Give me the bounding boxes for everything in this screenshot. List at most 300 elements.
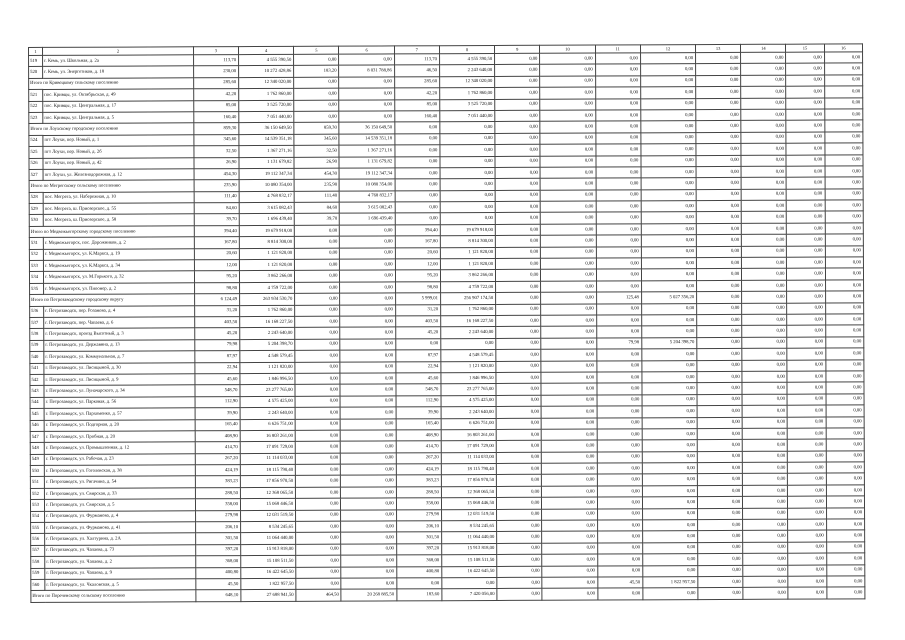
value-cell: 45,50 [597,577,642,589]
value-cell: 0,00 [788,439,826,451]
value-cell: 0,00 [642,383,697,395]
value-cell: 403,50 [194,317,239,329]
value-cell: 0,00 [697,394,742,406]
address-cell: пос. Кривцы, ул. Октябрьская, д. 49 [43,89,194,101]
value-cell: 0,00 [595,87,640,99]
value-cell: 0,00 [596,315,641,327]
value-cell: 79,98 [596,338,641,350]
value-cell: 0,00 [341,441,396,453]
value-cell: 14 539 351,18 [339,134,394,146]
value-cell: 0,00 [495,236,540,248]
value-cell: 0,00 [743,508,788,520]
value-cell: 0,00 [295,282,340,294]
value-cell: 400,80 [396,566,441,578]
value-cell: 0,00 [741,200,786,212]
value-cell: 0,00 [497,532,542,544]
value-cell: 0,00 [339,111,394,123]
value-cell: 0,00 [395,179,440,191]
value-cell: 98,80 [194,282,239,294]
value-cell: 0,00 [497,566,542,578]
value-cell: 0,00 [787,200,825,212]
value-cell: 0,00 [596,269,641,281]
value-cell: 1 367 271,16 [239,145,294,157]
value-cell: 0,00 [597,474,642,486]
value-cell: 0,00 [697,314,742,326]
address-cell: г. Петрозаводск, пер. Розанова, д. 4 [44,305,195,317]
value-cell: 0,00 [786,109,824,121]
row-number: 553 [30,500,44,511]
row-number: 555 [31,522,45,533]
value-cell: 1 121 820,00 [441,361,496,373]
value-cell: 0,00 [596,258,641,270]
value-cell: 1 846 996,50 [441,372,496,384]
row-number: 534 [29,272,43,283]
value-cell: 0,00 [641,235,696,247]
row-number: 549 [30,454,44,465]
value-cell: 0,00 [597,417,642,429]
value-cell: 160,40 [194,112,239,124]
value-cell: 18 115 790,40 [441,464,496,476]
value-cell: 0,00 [340,350,395,362]
value-cell: 0,00 [595,110,640,122]
value-cell: 0,00 [696,200,741,212]
value-cell: 0,00 [742,280,787,292]
value-cell: 39,70 [194,214,239,226]
value-cell: 0,00 [698,519,743,531]
address-cell: г. Петрозаводск, ул. Коммунальная, д. 7 [44,351,195,363]
value-cell: 0,00 [825,280,863,292]
value-cell: 0,00 [641,98,696,110]
value-cell: 15 913 818,00 [241,544,296,556]
value-cell: 0,00 [825,166,863,178]
value-cell: 0,00 [341,430,396,442]
value-cell: 0,00 [825,245,863,257]
address-cell: г. Петрозаводск, ул. Чапаева, д. 73 [45,545,196,557]
value-cell: 19 112 347,34 [339,168,394,180]
value-cell: 22,94 [396,361,441,373]
value-cell: 0,00 [641,201,696,213]
value-cell: 0,00 [495,76,540,88]
value-cell: 301,50 [195,533,240,545]
value-cell: 0,00 [496,349,541,361]
value-cell: 8 534 245,65 [441,520,496,532]
value-cell: 0,00 [643,565,698,577]
address-cell: г. Петрозаводск, ул. Фурманова, д. 4 [45,510,196,522]
value-cell: 0,00 [696,235,741,247]
value-cell: 0,00 [341,555,396,567]
value-cell: 0,00 [825,132,863,144]
value-cell: 0,00 [743,519,788,531]
value-cell: 0,00 [826,371,864,383]
row-number: 560 [31,579,45,590]
value-cell: 0,00 [339,99,394,111]
value-cell: 0,00 [596,167,641,179]
value-cell: 0,00 [341,566,396,578]
row-number: 557 [31,545,45,556]
value-cell: 0,00 [395,338,440,350]
value-cell: 0,00 [440,156,495,168]
subtotal-label: Итого по Пореченскому сельскому поселению [31,590,196,602]
value-cell: 0,00 [698,497,743,509]
value-cell: 0,00 [596,178,641,190]
value-cell: 0,00 [496,281,541,293]
value-cell: 0,00 [340,293,395,305]
value-cell: 0,00 [542,429,597,441]
value-cell: 0,00 [826,564,864,576]
subtotal-label: Итого по Кривецкому сельскому поселению [29,78,194,90]
value-cell: 1 696 439,40 [340,213,395,225]
value-cell: 0,00 [787,268,825,280]
row-number: 521 [29,90,43,101]
value-cell: 1 121 820,00 [440,247,495,259]
value-cell: 0,00 [826,542,864,554]
value-cell: 0,00 [597,429,642,441]
value-cell: 0,00 [825,359,863,371]
value-cell: 0,00 [788,485,826,497]
value-cell: 0,00 [541,212,596,224]
value-cell: 4 575 425,00 [441,395,496,407]
value-cell: 454,30 [294,168,339,180]
value-cell: 27 688 941,50 [241,590,296,602]
value-cell: 0,00 [642,394,697,406]
value-cell: 16 422 645,50 [442,566,497,578]
value-cell: 0,00 [541,326,596,338]
value-cell: 3 525 720,00 [440,99,495,111]
value-cell: 263 934 530,70 [240,294,295,306]
row-number: 524 [29,135,43,146]
value-cell: 0,00 [641,189,696,201]
value-cell: 0,00 [788,519,826,531]
value-cell: 288,50 [396,487,441,499]
value-cell: 0,00 [495,213,540,225]
value-cell: 0,00 [697,474,742,486]
value-cell: 0,00 [826,462,864,474]
value-cell: 0,00 [698,588,743,600]
value-cell: 0,00 [597,486,642,498]
value-cell: 0,00 [340,225,395,237]
value-cell: 0,00 [742,337,787,349]
value-cell: 0,00 [741,86,786,98]
value-cell: 0,00 [495,110,540,122]
address-cell: г. Петрозаводск, ул. Халтурина, д. 2А [45,533,196,545]
value-cell: 0,00 [825,268,863,280]
value-cell: 0,00 [741,121,786,133]
value-cell: 0,00 [440,179,495,191]
value-cell: 3 615 082,43 [340,202,395,214]
value-cell: 0,00 [541,258,596,270]
value-cell: 0,00 [826,587,864,599]
value-cell: 0,00 [296,555,341,567]
value-cell: 0,00 [787,211,825,223]
value-cell: 0,00 [496,452,541,464]
value-cell: 0,00 [341,498,396,510]
value-cell: 0,00 [339,88,394,100]
value-cell: 0,00 [743,474,788,486]
value-cell: 45,60 [195,374,240,386]
value-cell: 39,90 [195,408,240,420]
value-cell: 0,00 [824,86,862,98]
value-cell: 0,00 [296,498,341,510]
value-cell: 0,00 [295,339,340,351]
value-cell: 0,00 [597,406,642,418]
value-cell: 0,00 [641,303,696,315]
value-cell: 111,40 [194,191,239,203]
value-cell: 0,00 [596,303,641,315]
value-cell: 0,00 [825,348,863,360]
value-cell: 345,60 [294,134,339,146]
value-cell: 0,00 [596,246,641,258]
value-cell: 0,00 [742,234,787,246]
value-cell: 2 243 640,00 [240,407,295,419]
value-cell: 0,00 [743,553,788,565]
value-cell: 0,00 [786,120,824,132]
address-cell: г. Медвежьегорск, ул. К.Маркса, д. 19 [43,248,194,260]
value-cell: 3 615 082,43 [239,202,294,214]
value-cell: 4 548 579,45 [441,350,496,362]
value-cell: 0,00 [696,87,741,99]
value-cell: 12,00 [395,259,440,271]
value-cell: 235,90 [294,179,339,191]
address-cell: г. Петрозаводск, ул. Парковая, д. 56 [44,396,195,408]
address-cell: г. Петрозаводск, ул. Свирская, д. 5 [45,499,196,511]
value-cell: 0,00 [295,271,340,283]
value-cell: 5 204 398,70 [642,337,697,349]
value-cell: 0,00 [642,406,697,418]
value-cell: 0,00 [641,223,696,235]
value-cell: 0,00 [495,167,540,179]
value-cell: 0,00 [742,303,787,315]
address-cell: пос. Кривцы, ул. Центральная, д. 17 [43,100,194,112]
value-cell: 32,50 [194,146,239,158]
value-cell: 10 080 354,00 [239,180,294,192]
address-cell: г. Медвежьегорск, ул. Пиоонер, д. 2 [44,283,195,295]
value-cell: 0,00 [826,394,864,406]
value-cell: 98,80 [395,282,440,294]
value-cell: 0,00 [495,190,540,202]
value-cell: 0,00 [743,588,788,600]
value-cell: 3 862 266,00 [440,270,495,282]
value-cell: 0,00 [786,86,824,98]
value-cell: 4 555 390,50 [239,54,294,66]
value-cell: 464,50 [296,589,341,601]
value-cell: 0,00 [395,122,440,134]
value-cell: 0,00 [496,384,541,396]
value-cell: 0,00 [787,360,825,372]
value-cell: 4 768 832,17 [340,191,395,203]
value-cell: 23 277 765,00 [240,385,295,397]
value-cell: 0,00 [442,577,497,589]
address-cell: пгт Лоухи, пер. Новый, д. 1 [43,135,194,147]
value-cell: 0,00 [642,497,697,509]
value-cell: 0,00 [541,383,596,395]
value-cell: 3 525 720,00 [239,100,294,112]
value-cell: 4 555 390,50 [439,53,494,65]
value-cell: 0,00 [295,384,340,396]
value-cell: 0,00 [542,520,597,532]
value-cell: 0,00 [341,418,396,430]
value-cell: 0,00 [642,451,697,463]
column-number: 7 [394,46,439,54]
value-cell: 1 131 679,82 [339,156,394,168]
value-cell: 16 422 645,50 [241,567,296,579]
value-cell: 0,00 [788,405,826,417]
value-cell: 0,00 [596,281,641,293]
value-cell: 1 846 996,50 [240,373,295,385]
value-cell: 0,00 [698,554,743,566]
value-cell: 0,00 [642,531,697,543]
value-cell: 0,00 [741,143,786,155]
value-cell: 0,00 [697,371,742,383]
value-cell: 0,00 [597,588,642,600]
value-cell: 0,00 [496,315,541,327]
value-cell: 4 759 722,00 [240,282,295,294]
value-cell: 0,00 [496,258,541,270]
address-cell: г. Петрозаводск, ул. Чкаловская, д. 5 [45,579,196,591]
value-cell: 0,00 [542,509,597,521]
value-cell: 16 803 261,00 [441,429,496,441]
value-cell: 0,00 [826,382,864,394]
address-cell: г. Петрозаводск, ул. Ригачина, д. 54 [44,476,195,488]
address-cell: г. Кемь, ул. Школьная, д. 2а [43,55,194,67]
value-cell: 6 124,49 [194,294,239,306]
data-table [28,43,865,602]
value-cell: 0,00 [595,133,640,145]
value-cell: 0,00 [697,326,742,338]
value-cell: 20 268 885,50 [341,589,396,601]
value-cell: 5 204 398,70 [240,339,295,351]
value-cell: 0,00 [597,508,642,520]
row-number: 541 [30,363,44,374]
value-cell: 0,00 [440,167,495,179]
value-cell: 0,00 [541,338,596,350]
value-cell: 0,00 [495,99,540,111]
value-cell: 0,00 [340,270,395,282]
value-cell: 0,00 [340,396,395,408]
value-cell: 0,00 [825,223,863,235]
row-number: 546 [30,420,44,431]
value-cell: 45,20 [395,327,440,339]
value-cell: 0,00 [642,485,697,497]
address-cell: г. Петрозаводск, ул. Державина, д. 13 [44,340,195,352]
row-number: 550 [30,465,44,476]
column-number: 15 [786,44,824,52]
value-cell: 0,00 [540,121,595,133]
value-cell: 0,00 [495,122,540,134]
value-cell: 1 121 820,00 [239,259,294,271]
value-cell: 12 340 020,00 [440,76,495,88]
value-cell: 19 679 918,00 [239,225,294,237]
value-cell: 0,00 [542,566,597,578]
value-cell: 0,00 [825,302,863,314]
row-number: 527 [29,169,43,180]
value-cell: 17 091 729,00 [441,441,496,453]
value-cell: 0,00 [741,166,786,178]
value-cell: 0,00 [743,451,788,463]
value-cell: 0,00 [826,473,864,485]
value-cell: 0,00 [642,326,697,338]
value-cell: 0,00 [825,325,863,337]
scanned-table-sheet [28,43,866,631]
value-cell: 0,00 [596,224,641,236]
value-cell: 0,00 [542,554,597,566]
value-cell: 12 031 519,50 [441,509,496,521]
value-cell: 0,00 [824,109,862,121]
row-number: 552 [30,488,44,499]
value-cell: 383,23 [195,476,240,488]
value-cell: 10 080 354,00 [340,179,395,191]
value-cell: 95,20 [395,270,440,282]
value-cell: 0,00 [295,430,340,442]
row-number: 544 [30,397,44,408]
value-cell: 0,00 [540,190,595,202]
value-cell: 0,00 [825,189,863,201]
column-number: 1 [29,47,43,55]
value-cell: 0,00 [742,371,787,383]
value-cell: 0,00 [496,292,541,304]
value-cell: 0,00 [495,144,540,156]
value-cell: 0,00 [742,439,787,451]
value-cell: 0,00 [496,270,541,282]
value-cell: 17 856 970,50 [240,476,295,488]
value-cell: 1 367 271,16 [339,145,394,157]
value-cell: 0,00 [340,327,395,339]
value-cell: 0,00 [642,542,697,554]
value-cell: 0,00 [786,155,824,167]
value-cell: 648,10 [196,590,241,602]
value-cell: 0,00 [540,76,595,88]
value-cell: 0,00 [742,291,787,303]
value-cell: 279,98 [195,510,240,522]
value-cell: 0,00 [642,520,697,532]
address-cell: г. Петрозаводск, ул. Луначарского, д. 34 [44,385,195,397]
value-cell: 0,00 [742,360,787,372]
value-cell: 0,00 [542,463,597,475]
value-cell: 0,00 [742,314,787,326]
address-cell: пос. Мегрега, ш. Приозерское, д. 58 [43,214,194,226]
value-cell: 0,00 [341,532,396,544]
value-cell: 0,00 [697,349,742,361]
value-cell: 0,00 [540,167,595,179]
value-cell: 0,00 [496,441,541,453]
row-number: 536 [30,306,44,317]
value-cell: 0,00 [340,304,395,316]
value-cell: 0,00 [826,416,864,428]
value-cell: 0,00 [541,315,596,327]
value-cell: 0,00 [340,282,395,294]
address-cell: пос. Мегрега, ул. Набережная, д. 10 [43,191,194,203]
value-cell: 0,00 [787,280,825,292]
value-cell: 111,40 [294,191,339,203]
value-cell: 0,00 [788,473,826,485]
value-cell: 11 064 440,00 [442,532,497,544]
value-cell: 548,70 [195,385,240,397]
value-cell: 0,00 [340,361,395,373]
value-cell: 408,90 [396,430,441,442]
row-number: 548 [30,443,44,454]
value-cell: 0,00 [295,441,340,453]
value-cell: 160,40 [394,111,439,123]
value-cell: 8 814 300,00 [239,237,294,249]
value-cell: 31,20 [395,304,440,316]
subtotal-label: Итого по Петрозаводскому городскому округу [30,294,195,306]
value-cell: 0,00 [697,451,742,463]
value-cell: 0,00 [340,339,395,351]
value-cell: 0,00 [641,132,696,144]
value-cell: 0,00 [825,234,863,246]
address-cell: г. Петрозаводск, пер. Чапаева, д. 6 [44,317,195,329]
value-cell: 87,97 [396,350,441,362]
column-number: 16 [824,44,862,52]
